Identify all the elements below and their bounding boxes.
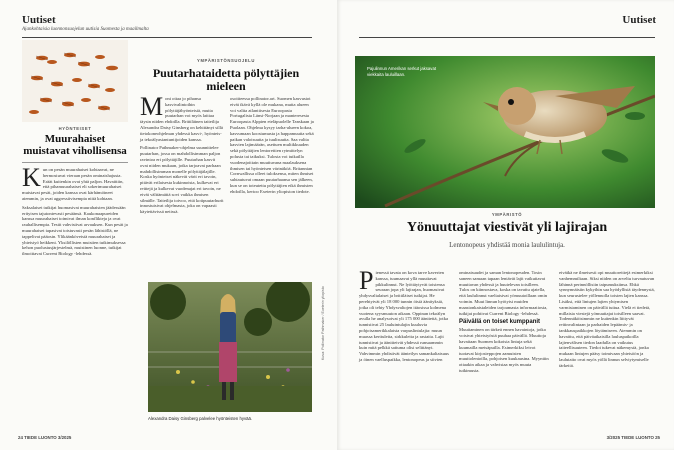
pollinators-col3: osoitteessa pollinator.art. Suomen kasvustot eivät ikävä kyllä ole mukana, mutta alueen voi valita atlanttisesta Euroopasta Portugalista Länsi-Norjaan ja manteresesta Euroopasta Alppien eteläpuolelle Tanskaan ja Puolaan. Ohjelma kysyy tarha-alueen kokoa, kasvumaan koostumusta ja happamuutta sekä paikan valoisuutta ja tuulisuutta. Saa valita kasvien lajimäärän, asettuen multikkuuden sekä pölyttäjien lentorettien rytmittelyn polusta tai taikuksi. Tulosta voi tutkailla vuodenajoittain muuttuvana maalauksena ihmisen tai hyönteisen värinäköä. Britannian Cornwallissa olleet tuloksensa, miten ihmiset suhtautuvat omaan puutarhaansa sen jälkeen, kun se on toteutettu pölyttäjien eikä ihmisten ehdoilla, kertoo Exeterin yliopiston tiedote.: [230, 96, 314, 194]
birds-dropcap: P: [359, 266, 374, 295]
pollinators-col-1: [140, 92, 224, 215]
birds-col2-text: ominaisuudet ja saman lentonopeuden. Tosin saneen samaan tapaan lentävät lajit vaikuttavat muuttavan yhdessä ja huutelevan toisilleen. Tulos on kiinnostava, koska on tavattu ajatella, että laululinnut vaeltaisivat yömuutoillaan omin voimin. Muut linnun hyötyisi muiden maastonkaistaleiden tarjoamasta informaatiosta, tutkijat pohtivat Current Biology -lehdessä.: [459, 270, 548, 316]
right-footer: 3/2025 TIEDE LUONTO 25: [606, 435, 660, 440]
left-footer: 24 TIEDE LUONTO 3/2025: [18, 435, 72, 440]
birds-col3-text: eivätkä ne ilmeisesti opi muuttoreittejä esimerkiksi vanhemmiltaan. Siksi niiden on arveltu turvautuvan lähinnä perinnöllisiin taipumuksiinsa. Ehkä synnynnäisiin kykyihin saa hyödyllisiä täydennystä, kun seurustelee yöllennolla toisten lajien kanssa. Lisäksi, että lintujen lajien yhtymisen varmistaminen on päivällä tuttua. Vielä ei tiedetä, millaisia viestejä yömuuttajat toisilleen saavat. Todennäköisimmin ne kuitenkin liittyvät reitinvalintaan ja parhaiden lepäämis- ja tankkauspaikkojen löytämiseen. Aiemmin on havaittu, että päiväaikaisilla lauluspaikoilla lajienvälisen tiedon laadulla on vaikutus taiteellisuuteen. Tiedot tukevat näkemystä, jonka mukaan lintujen pääsy toimivaan yhteisöön ja laulutaito ovat myös yöllä linnun selviytymiselle tärkeitä.: [559, 270, 655, 368]
ants-illustration: [22, 40, 128, 122]
pollinators-photo: [148, 282, 312, 412]
section-subtitle: Ajankohtaisia luonnonsuojelun uutisia Suomesta ja maailmalta: [22, 27, 149, 32]
ants-body: Saksalaiset tutkijat huomasivat muurahaisten jäädessään erityisen tajutontevasti pesäänsä. Kaukonaapureiden kanssa muurahaiset toimivat ilman konflikteja ja ovat rauhallisempia. Testit vahvistivat arvauksen. Kun pesät ja muurahaiset tapasivat toistuvasti pesän lähistöllä, ne tappelivat pääosin. Ylikäänköveistä muurahaiset ja yhteistyö heikkeni. Yksilöllisten muistien tutkimuksessa kehon puolustusjärjestelmä, muistinen luonne, tutkijat ilmoittavat Current Biology -lehdessä.: [22, 204, 128, 257]
section-label-right: Uutiset: [622, 14, 656, 26]
ants-dropcap: K: [22, 163, 41, 193]
pollinators-intro: oni ottaa jo pihansa kasvivalintoihin pölyttäjähyönteisiä, mutta puutarhan voi myös laittaa täysin niiden ehdoilla. Brittiläinen taiteilija Alexandra Daisy Ginsberg on kehittänyt sillä tietokoneohjelman yhdessä kasvi-, hyönteis- ja tekoälyasiantuntijoiden kanssa.: [140, 96, 223, 142]
warbler-illustration: [355, 56, 655, 208]
pollinators-dropcap: M: [140, 92, 164, 121]
birds-deck: Lentonopeus yhdistää monia laululintuja.: [449, 240, 565, 249]
birds-header: [377, 212, 637, 249]
birds-col-1: [359, 266, 449, 363]
birds-col-2: [459, 270, 549, 374]
header-rule-right: [359, 37, 655, 38]
bird-photo-caption: Pajulinnun Amerikan serkut jaksavat viekkaita lauluillaan.: [367, 66, 437, 77]
header-rule: [22, 37, 312, 38]
birds-col-3: [559, 270, 655, 369]
ants-photo: [22, 40, 128, 122]
birds-kicker: YMPÄRISTÖ: [491, 212, 523, 217]
pollinators-body: Pollinator Pathmaker-ohjelma suunnittelee puutarhan, jossa on mahdollisimman paljon ravintoa eri pölyttäjille. Puutarhan kasvit ovat niiden mukaan, jotka tarjoavat parhaan mahdollisimman monelle pölyttäjälajille. Koska hyönteiset näkevät värit eri tavoin, pitävät erilaisesta kukinnoista, kulkevat eri reittejä ja kulkevat vuodenajat eri tavoin, ne eivät välttämättä sovi vaikka ihmisen silmälle. Taiteilija toivoo, että kotipuutarhurit innostuisivat ohjelmasta, joka on vapaasti käytettävissä netissä.: [140, 145, 224, 215]
birds-title: Yönuuttajat viestivät yli lajirajan: [406, 220, 608, 235]
ants-kicker: HYÖNTEISET: [58, 126, 92, 131]
ants-title: Muurahaiset muistavat vihollisensa: [23, 133, 127, 157]
pollinators-kicker: YMPÄRISTÖNSUOJELU: [197, 58, 255, 63]
birds-col1-text: ienessä tavata on kova tarve kaverien kanssa, tuumaavat yllä muuttavat pikkulinnut. Ne lyöttäytyvät toistensa seuraan jopa yli lajirajan, huomasivat yhdysvaltalaiset ja brittiläiset tutkijat. He perehtyivät yli 18 000 tunnin öisiä äänityksiä, jotka oli tehty Yhdysvaltojen itäosissa kolmena vuotena syysmuuton aikaan. Oppinan tekoälyn avulla he analysoivat yli 175 000 äänitettä, jotka tunnistivat 25 lauluintulajin kuuluvia pohjoisamerikkalaista varpuslintulajia: muun muassa kerttuleita, sirkkuleita ja rastaita. Lajit tunnistivat ja äänitteivät yhdessä runsaammin kuin mitä pelkkä sattuma olisi selittänyt. Vahvimmin yhdistivät äänteilyn samankaltaisuus ja öinen vaelluspaikka, lentonopeus ja siivien: [359, 270, 449, 362]
birds-subhead: Päivällä on toiset kumppanit: [459, 319, 541, 326]
birds-col2b-text: Muuttaminen on tärkeä ennen havaintoja, jotka voisivat yhteistyöstä puuhaa päivällä. Muuttoja havaitaan Suomen kokoisia lintuja sekä kuumailla metsäpuilla. Esimerkiksi leivot tuotavat kirjosieppojen aamuisten muuttolentoilla, pohjoisen kuukausina. Myyntiin ottaakin aikaa ja vahvistaa myös muuta tutkimusta.: [459, 327, 549, 373]
pollinators-caption: Alexandra Daisy Ginsberg palvelee hyönteisten hyvää.: [148, 416, 253, 421]
pollinators-col-2: [230, 96, 314, 195]
right-page: [337, 0, 674, 450]
ants-article: [22, 126, 128, 257]
section-label: Uutiset: [22, 14, 56, 26]
bird-photo: [355, 56, 655, 208]
ants-intro: un on pesän muurahaiset kohtaavat, ne hermostuvat vieraan pesän ominaishajusta. Eräät kuitenkin ovat yhtä paljon. Havaittiin, että pihamuurahaiset eli sokerimuurahaiset muistavat pesät, joiden kanssa ovat kärhämöineet aiemmin, ja ovat aggressiivisempia niitä kohtaan.: [22, 167, 124, 202]
pollinators-title: Puutarhataidetta pölyttäjien mieleen: [152, 66, 300, 93]
pollinators-header: [140, 58, 312, 92]
garden-illustration: [148, 282, 312, 412]
